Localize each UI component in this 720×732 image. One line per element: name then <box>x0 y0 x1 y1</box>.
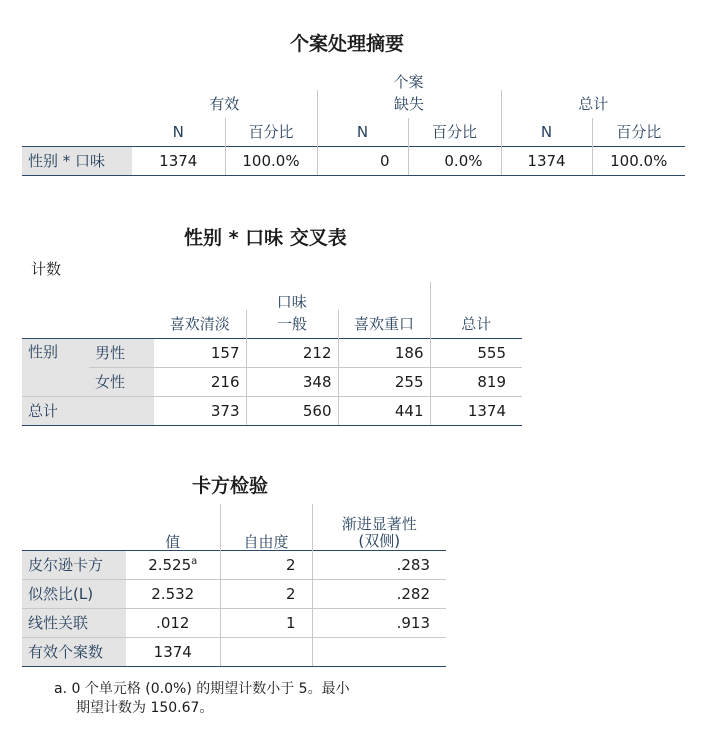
cell-value: 186 <box>338 339 430 368</box>
col-group-total: 总计 <box>501 90 685 118</box>
cell-value: 2 <box>220 580 312 609</box>
sub-header: 百分比 <box>408 118 501 147</box>
cell-value: 100.0% <box>225 147 317 176</box>
cell-value <box>126 551 220 580</box>
row-label: 有效个案数 <box>22 638 126 667</box>
sub-header: 百分比 <box>225 118 317 147</box>
cell-value: 0.0% <box>408 147 501 176</box>
cell-value: 348 <box>246 368 338 397</box>
crosstab-table <box>22 282 522 426</box>
crosstab-title: 性别 * 口味 交叉表 <box>184 227 347 249</box>
corner-cell <box>22 62 132 90</box>
footnote-line1: a. 0 个单元格 (0.0%) 的期望计数小于 5。最小 <box>54 681 350 697</box>
sig-header-line1: 渐进显著性 <box>341 515 417 533</box>
cell-value: .913 <box>312 609 446 638</box>
sub-header: N <box>317 118 408 147</box>
footnote-marker: a <box>191 556 198 568</box>
crosstab-caption: 计数 <box>31 260 62 278</box>
cell-value: 555 <box>430 339 522 368</box>
cell-value: 373 <box>154 397 246 426</box>
row-label: 男性 <box>89 339 154 368</box>
sub-header: 百分比 <box>592 118 685 147</box>
col-group-missing: 缺失 <box>317 90 501 118</box>
sig-header-line2: (双侧) <box>358 532 401 550</box>
cell-value: 441 <box>338 397 430 426</box>
col-group-header: 口味 <box>276 292 307 311</box>
row-label: 似然比(L) <box>22 580 126 609</box>
sub-header: N <box>172 122 184 141</box>
row-group-label: 性别 <box>22 339 89 397</box>
column-header: 喜欢重口 <box>338 310 430 339</box>
cell-value: 216 <box>210 372 240 391</box>
cell-value <box>312 638 446 667</box>
cell-value: 255 <box>338 368 430 397</box>
cell-value: 2 <box>220 551 312 580</box>
value-header: 值 <box>165 532 181 551</box>
group-header: 个案 <box>393 72 424 91</box>
cell-value: 560 <box>246 397 338 426</box>
cell-value: 0 <box>317 147 408 176</box>
cell-value: 212 <box>246 339 338 368</box>
sig-header <box>312 504 446 551</box>
cell-value: 1374 <box>126 638 220 667</box>
chi-square-table <box>22 504 446 667</box>
sub-header: N <box>501 118 592 147</box>
column-header: 一般 <box>246 310 338 339</box>
corner-cell <box>22 90 132 118</box>
cell-value: 1374 <box>501 147 592 176</box>
row-label: 皮尔逊卡方 <box>22 551 126 580</box>
cell-value <box>220 638 312 667</box>
col-group-valid: 有效 <box>209 94 240 113</box>
chi-square-title: 卡方检验 <box>192 475 269 497</box>
cell-value: 819 <box>430 368 522 397</box>
cell-value: 157 <box>154 339 246 368</box>
total-row-label: 总计 <box>22 397 154 426</box>
footnote <box>54 680 350 718</box>
chi-value: 2.525 <box>148 556 192 575</box>
cell-value: 100.0% <box>592 147 685 176</box>
column-header: 总计 <box>430 310 522 339</box>
column-header: 喜欢清淡 <box>169 314 230 333</box>
footnote-line2: 期望计数为 150.67。 <box>76 700 214 716</box>
cell-value: 1374 <box>430 397 522 426</box>
cell-value: 2.532 <box>126 580 220 609</box>
row-label: 线性关联 <box>22 609 126 638</box>
cell-value: 1 <box>220 609 312 638</box>
case-summary-title: 个案处理摘要 <box>290 33 405 55</box>
cell-value: 1374 <box>132 147 225 176</box>
df-header: 自由度 <box>220 504 312 551</box>
cell-value: .283 <box>312 551 446 580</box>
corner-cell <box>22 118 132 147</box>
cell-value: .012 <box>126 609 220 638</box>
cell-value: .282 <box>312 580 446 609</box>
row-label: 女性 <box>89 368 154 397</box>
case-summary-table <box>22 62 685 176</box>
row-label: 性别 * 口味 <box>22 147 132 176</box>
